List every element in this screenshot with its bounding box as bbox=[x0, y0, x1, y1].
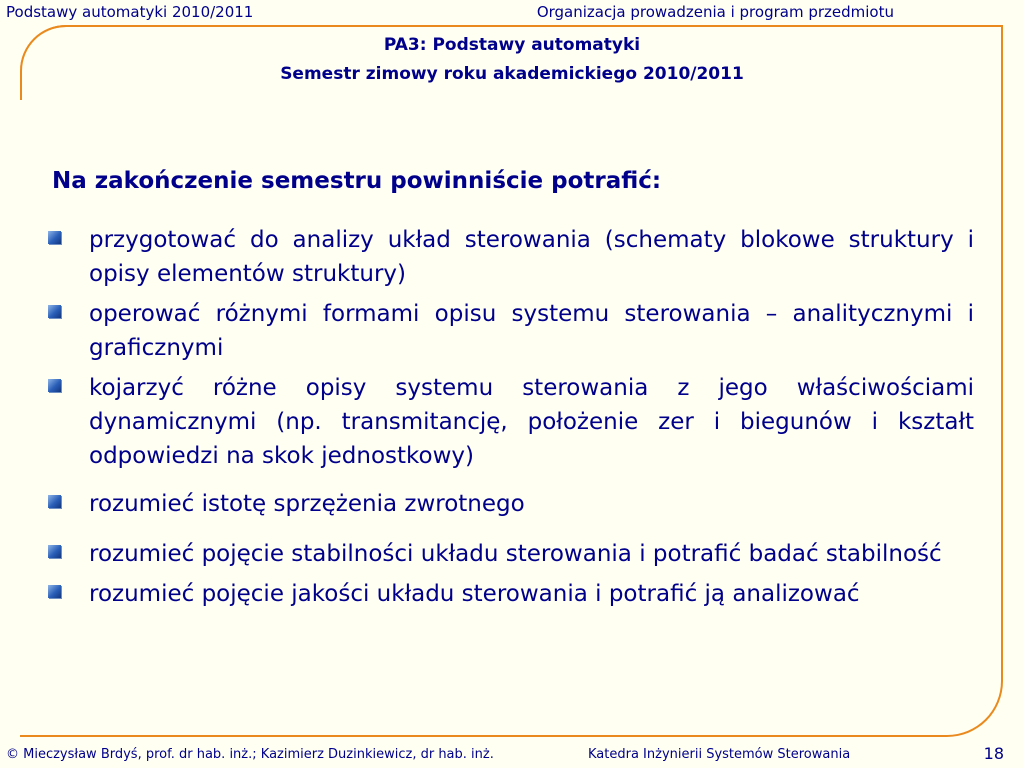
header-course-title: Podstawy automatyki 2010/2011 bbox=[6, 3, 254, 21]
bullet-item bbox=[48, 371, 974, 473]
bullet-text: przygotować do analizy układ sterowania (schematy blokowe struktury i opisy elementów struktury) bbox=[89, 227, 974, 287]
bullet-item bbox=[48, 577, 974, 611]
slide-subtitle: Semestr zimowy roku akademickiego 2010/2011 bbox=[280, 64, 744, 84]
bullet-item bbox=[48, 487, 974, 521]
bullet-item bbox=[48, 223, 974, 291]
bullet-list bbox=[48, 223, 974, 617]
bullet-text: kojarzyć różne opisy systemu sterowania z jego właściwościami dynamicznymi (np. transmitancję, położenie zer i biegunów i kształt odpowiedzi na skok jednostkowy) bbox=[89, 375, 974, 469]
square-bullet-icon bbox=[48, 585, 61, 598]
bullet-text: operować różnymi formami opisu systemu sterowania – analitycznymi i graficznymi bbox=[89, 301, 974, 361]
bullet-item bbox=[48, 537, 974, 571]
square-bullet-icon bbox=[48, 495, 61, 508]
slide-title: PA3: Podstawy automatyki bbox=[383, 35, 641, 55]
page-number: 18 bbox=[983, 744, 1004, 763]
bullet-text: rozumieć pojęcie jakości układu sterowania i potrafić ją analizować bbox=[89, 581, 860, 607]
footer-authors: © Mieczysław Brdyś, prof. dr hab. inż.; Kazimierz Duzinkiewicz, dr hab. inż. bbox=[6, 747, 494, 762]
square-bullet-icon bbox=[48, 379, 61, 392]
bullet-text: rozumieć istotę sprzężenia zwrotnego bbox=[89, 491, 525, 517]
square-bullet-icon bbox=[48, 231, 61, 244]
bullet-text: rozumieć pojęcie stabilności układu sterowania i potrafić badać stabilność bbox=[89, 541, 942, 567]
lead-heading: Na zakończenie semestru powinniście potrafić: bbox=[52, 168, 662, 194]
header-section-title: Organizacja prowadzenia i program przedmiotu bbox=[536, 3, 894, 21]
bullet-item bbox=[48, 297, 974, 365]
footer-department: Katedra Inżynierii Systemów Sterowania bbox=[588, 747, 851, 762]
square-bullet-icon bbox=[48, 305, 61, 318]
square-bullet-icon bbox=[48, 545, 61, 558]
